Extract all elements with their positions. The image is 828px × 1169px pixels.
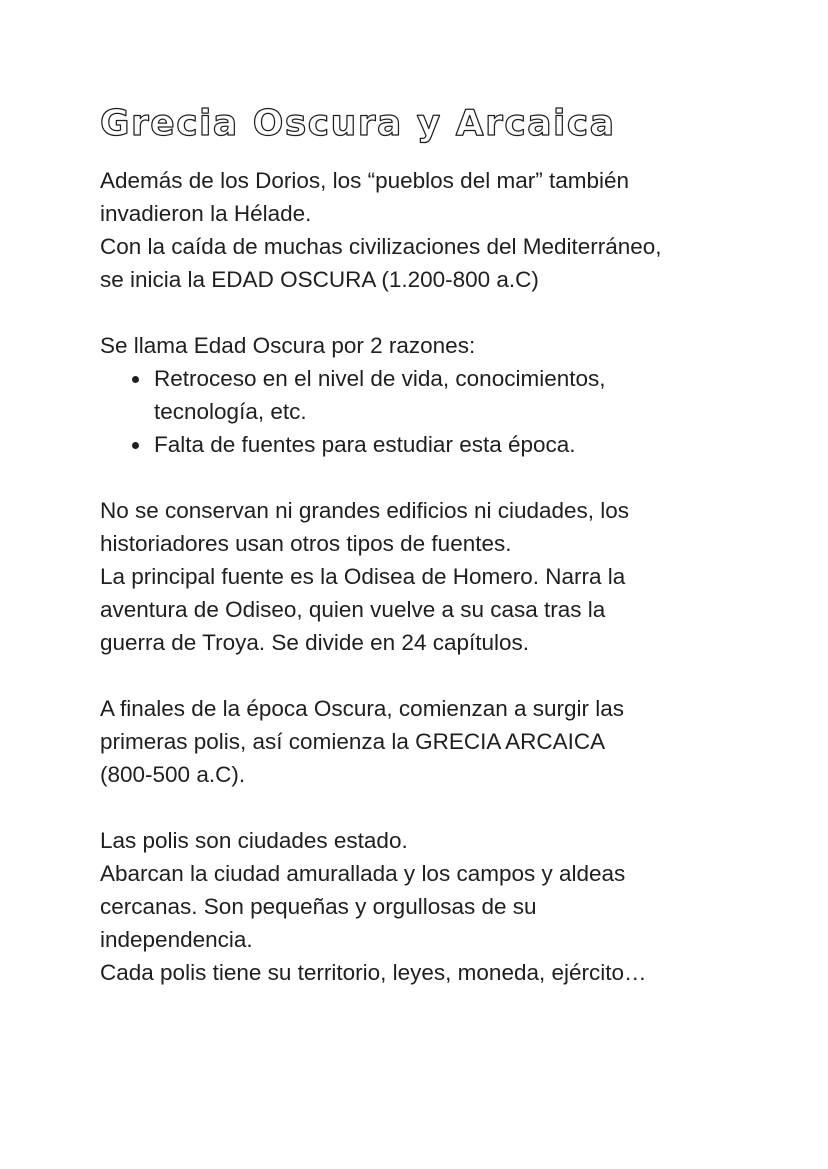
paragraph: [100, 494, 736, 560]
text-line: • Falta de fuentes para estudiar esta época.: [154, 432, 576, 457]
paragraph: [100, 956, 736, 989]
text-line: independencia.: [100, 927, 253, 952]
text-line: tecnología, etc.: [154, 399, 307, 424]
document-title-text: Grecia Oscura y Arcaica: [100, 103, 616, 144]
text-line: Con la caída de muchas civilizaciones del Mediterráneo,: [100, 234, 662, 259]
text-line: Las polis son ciudades estado.: [100, 828, 408, 853]
text-line: (800-500 a.C).: [100, 762, 246, 787]
paragraph: [100, 164, 736, 230]
text-line: se inicia la EDAD OSCURA (1.200-800 a.C): [100, 267, 539, 292]
text-line: aventura de Odiseo, quien vuelve a su casa tras la: [100, 597, 606, 622]
text-line: guerra de Troya. Se divide en 24 capítulos.: [100, 630, 530, 655]
blank-line: [100, 296, 736, 329]
document-body: [100, 164, 736, 989]
list-item: [152, 362, 736, 428]
blank-line: [100, 791, 736, 824]
text-line: primeras polis, así comienza la GRECIA ARCAICA: [100, 729, 606, 754]
document-title: [100, 95, 736, 151]
paragraph: [100, 230, 736, 296]
text-line: A finales de la época Oscura, comienzan a surgir las: [100, 696, 625, 721]
blank-line: [100, 659, 736, 692]
handwritten-title-graphic: [100, 95, 736, 151]
paragraph: [100, 857, 736, 956]
text-line: Cada polis tiene su territorio, leyes, moneda, ejército…: [100, 960, 647, 985]
text-line: La principal fuente es la Odisea de Homero. Narra la: [100, 564, 626, 589]
paragraph: [100, 824, 736, 857]
text-line: Además de los Dorios, los “pueblos del mar” también: [100, 168, 629, 193]
text-line: historiadores usan otros tipos de fuentes.: [100, 531, 512, 556]
paragraph: [100, 692, 736, 791]
text-line: Se llama Edad Oscura por 2 razones:: [100, 333, 476, 358]
bullet-list: [100, 362, 736, 461]
paragraph: [100, 329, 736, 362]
text-line: • Retroceso en el nivel de vida, conocimientos,: [154, 366, 606, 391]
paragraph: [100, 560, 736, 659]
blank-line: [100, 461, 736, 494]
text-line: invadieron la Hélade.: [100, 201, 312, 226]
list-item: [152, 428, 736, 461]
text-line: No se conservan ni grandes edificios ni ciudades, los: [100, 498, 630, 523]
text-line: Abarcan la ciudad amurallada y los campos y aldeas: [100, 861, 626, 886]
text-line: cercanas. Son pequeñas y orgullosas de su: [100, 894, 537, 919]
